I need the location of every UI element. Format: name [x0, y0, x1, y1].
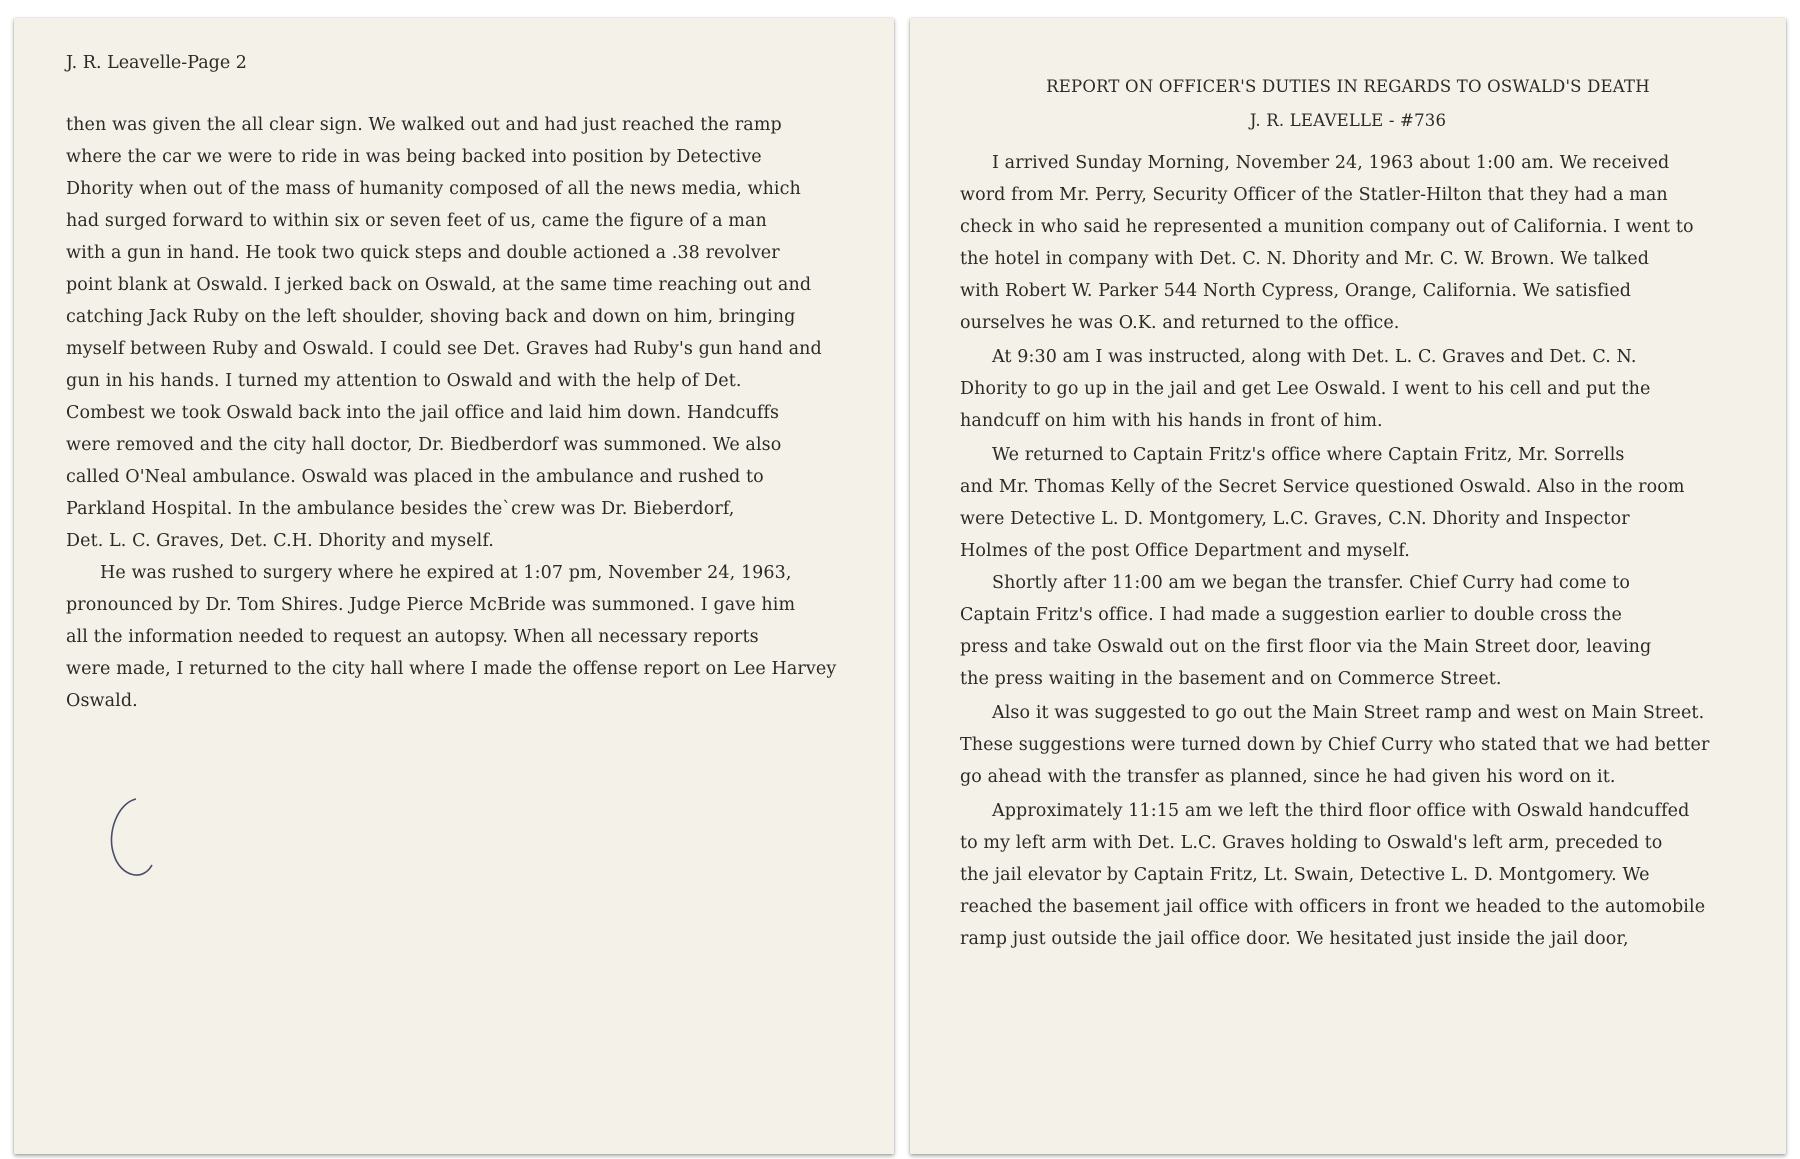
body-line: were Detective L. D. Montgomery, L.C. Graves, C.N. Dhority and Inspector: [960, 509, 1630, 529]
page-header: J. R. Leavelle-Page 2: [66, 53, 247, 73]
body-line: with Robert W. Parker 544 North Cypress, Orange, California. We satisfied: [960, 281, 1632, 301]
body-line: Dhority when out of the mass of humanity composed of all the news media, which: [66, 179, 801, 199]
body-line: Dhority to go up in the jail and get Lee Oswald. I went to his cell and put the: [960, 379, 1651, 399]
body-line: ramp just outside the jail office door. We hesitated just inside the jail door,: [960, 929, 1629, 949]
body-line: We returned to Captain Fritz's office where Captain Fritz, Mr. Sorrells: [992, 445, 1625, 465]
body-line: I arrived Sunday Morning, November 24, 1963 about 1:00 am. We received: [992, 153, 1670, 173]
body-line: had surged forward to within six or seven feet of us, came the figure of a man: [66, 211, 767, 231]
body-line: and Mr. Thomas Kelly of the Secret Service questioned Oswald. Also in the room: [960, 477, 1685, 497]
body-line: He was rushed to surgery where he expired at 1:07 pm, November 24, 1963,: [100, 563, 792, 583]
body-line: At 9:30 am I was instructed, along with Det. L. C. Graves and Det. C. N.: [992, 347, 1637, 367]
body-line: Det. L. C. Graves, Det. C.H. Dhority and myself.: [66, 531, 494, 551]
body-line: myself between Ruby and Oswald. I could see Det. Graves had Ruby's gun hand and: [66, 339, 822, 359]
body-line: gun in his hands. I turned my attention to Oswald and with the help of Det.: [66, 371, 742, 391]
left-page: [14, 18, 894, 1154]
body-line: then was given the all clear sign. We walked out and had just reached the ramp: [66, 115, 782, 135]
body-line: reached the basement jail office with officers in front we headed to the automobile: [960, 897, 1706, 917]
signature-department: Dallas Police Dept.: [143, 868, 336, 902]
body-line: handcuff on him with his hands in front of him.: [960, 411, 1383, 431]
body-line: called O'Neal ambulance. Oswald was placed in the ambulance and rushed to: [66, 467, 764, 487]
body-line: catching Jack Ruby on the left shoulder, shoving back and down on him, bringing: [66, 307, 796, 327]
body-line: These suggestions were turned down by Chief Curry who stated that we had better: [960, 735, 1710, 755]
body-line: check in who said he represented a munition company out of California. I went to: [960, 217, 1694, 237]
body-line: were removed and the city hall doctor, Dr. Biedberdorf was summoned. We also: [66, 435, 782, 455]
body-line: go ahead with the transfer as planned, since he had given his word on it.: [960, 767, 1616, 787]
body-line: the hotel in company with Det. C. N. Dhority and Mr. C. W. Brown. We talked: [960, 249, 1650, 269]
body-line: pronounced by Dr. Tom Shires. Judge Pierce McBride was summoned. I gave him: [66, 595, 796, 615]
body-line: press and take Oswald out on the first floor via the Main Street door, leaving: [960, 637, 1652, 657]
body-line: word from Mr. Perry, Security Officer of the Statler-Hilton that they had a man: [960, 185, 1668, 205]
body-line: where the car we were to ride in was being backed into position by Detective: [66, 147, 762, 167]
report-subtitle: J. R. LEAVELLE - #736: [1249, 111, 1447, 130]
body-line: the jail elevator by Captain Fritz, Lt. Swain, Detective L. D. Montgomery. We: [960, 865, 1650, 885]
body-line: Also it was suggested to go out the Main Street ramp and west on Main Street.: [992, 703, 1705, 723]
body-line: were made, I returned to the city hall where I made the offense report on Lee Harvey: [66, 659, 837, 679]
body-line: Parkland Hospital. In the ambulance besides the`crew was Dr. Bieberdorf,: [66, 499, 735, 519]
right-page: [910, 18, 1786, 1154]
body-line: Approximately 11:15 am we left the third floor office with Oswald handcuffed: [992, 801, 1690, 821]
handwritten-signature: [98, 785, 398, 925]
body-line: ourselves he was O.K. and returned to the office.: [960, 313, 1400, 333]
signature-title: Detective: [146, 842, 253, 867]
signature-name: James R Leavelle: [124, 800, 350, 830]
body-line: Holmes of the post Office Department and myself.: [960, 541, 1410, 561]
body-line: all the information needed to request an autopsy. When all necessary reports: [66, 627, 759, 647]
body-line: Oswald.: [66, 691, 138, 711]
body-line: the press waiting in the basement and on Commerce Street.: [960, 669, 1502, 689]
report-title: REPORT ON OFFICER'S DUTIES IN REGARDS TO OSWALD'S DEATH: [1046, 77, 1650, 96]
body-line: with a gun in hand. He took two quick steps and double actioned a .38 revolver: [66, 243, 780, 263]
body-line: point blank at Oswald. I jerked back on Oswald, at the same time reaching out and: [66, 275, 812, 295]
body-line: Captain Fritz's office. I had made a suggestion earlier to double cross the: [960, 605, 1622, 625]
body-line: to my left arm with Det. L.C. Graves holding to Oswald's left arm, preceded to: [960, 833, 1663, 853]
body-line: Combest we took Oswald back into the jail office and laid him down. Handcuffs: [66, 403, 780, 423]
body-line: Shortly after 11:00 am we began the transfer. Chief Curry had come to: [992, 573, 1630, 593]
